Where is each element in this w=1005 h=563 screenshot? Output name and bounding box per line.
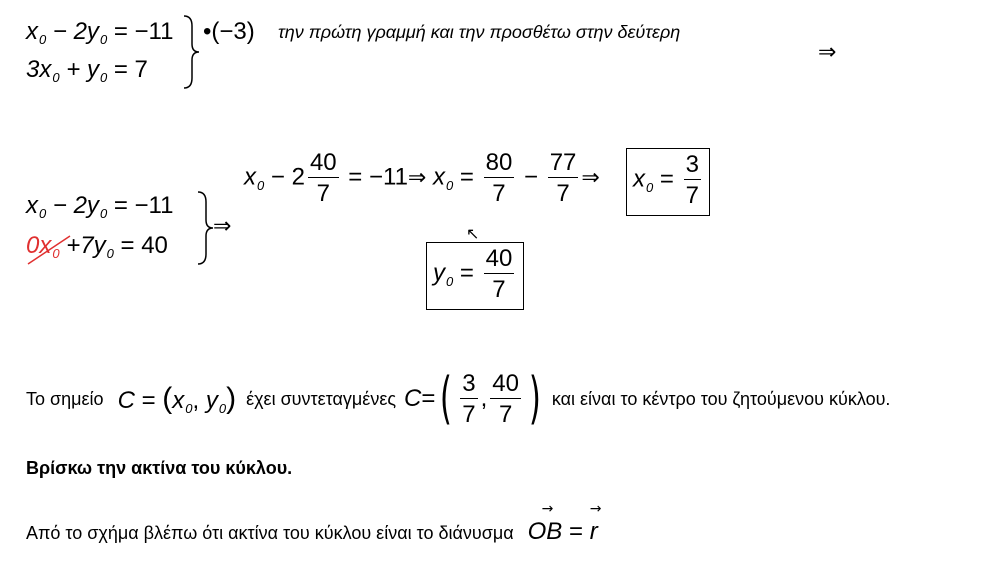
- frac-77-7: $\frac{77}{7}$: [549, 149, 577, 208]
- math-term: +7y: [59, 232, 106, 259]
- math-rhs: = 7: [107, 56, 148, 83]
- result-x-box: $x_0$ = $\frac{3}{7}$: [626, 148, 710, 216]
- math-sub: 0: [39, 206, 47, 221]
- frac-40-7: $\frac{40}{7}$: [309, 149, 337, 208]
- frac-40-7-center: $\frac{40}{7}$: [492, 369, 519, 428]
- math-rhs: = −11: [107, 192, 174, 219]
- block1-eq1: [26, 18, 174, 47]
- math-sub: 0: [99, 32, 108, 47]
- multiplier: •(−3): [203, 18, 255, 45]
- frac-80-7: $\frac{80}{7}$: [485, 149, 513, 208]
- text-mid: έχει συντεταγμένες: [246, 388, 397, 409]
- math-term: − 2y: [46, 192, 99, 219]
- section-heading: Βρίσκω την ακτίνα του κύκλου.: [26, 458, 293, 478]
- radius-text: Από το σχήμα βλέπω ότι ακτίνα του κύκλου είναι το διάνυσμα: [26, 523, 514, 543]
- math-term: − 2y: [46, 18, 99, 45]
- frac-3-7-center: $\frac{3}{7}$: [462, 369, 476, 428]
- substitution-line: $x_0 - 2$ $\frac{40}{7}$ = −11⇒ $x_0$ = $\frac{80}{7}$ − $\frac{77}{7}$ ⇒: [244, 149, 600, 208]
- math-x: x: [26, 18, 38, 45]
- vector-OB: → OB: [527, 501, 563, 545]
- math-sub: 0: [99, 70, 108, 85]
- math-x: x: [26, 192, 38, 219]
- instruction-text: την πρώτη γραμμή και την προσθέτω στην δεύτερη: [278, 22, 681, 42]
- implies-arrow: ⇒: [818, 40, 837, 65]
- block1-eq2: [26, 56, 148, 85]
- text-suffix: και είναι το κέντρο του ζητούμενου κύκλου.: [551, 388, 891, 409]
- math-sub: 0: [39, 32, 47, 47]
- implies-arrow-2: ⇒: [213, 214, 232, 239]
- text-prefix: Το σημείο: [26, 388, 104, 409]
- radius-sentence: [26, 501, 602, 545]
- frac-3-7: $\frac{3}{7}$: [685, 151, 699, 210]
- right-brace-1: [182, 14, 202, 90]
- math-term: + y: [59, 56, 99, 83]
- block2-eq1: [26, 192, 174, 221]
- math-sub: 0: [99, 206, 108, 221]
- center-definition: $C = (x_0$, $y_0$): [117, 382, 237, 416]
- center-coordinates: C = ( $\frac{3}{7}$ , $\frac{40}{7}$ ): [404, 366, 541, 431]
- struck-term: $0x_0$: [26, 232, 60, 261]
- math-term: 3x: [26, 56, 52, 83]
- vector-r: → r: [589, 501, 602, 545]
- strike-line: [24, 232, 74, 268]
- frac-40-7-y: $\frac{40}{7}$: [485, 245, 513, 304]
- math-sub: 0: [52, 70, 60, 85]
- math-rhs: = 40: [113, 232, 168, 259]
- math-sub: 0: [106, 246, 114, 261]
- vector-equation: → OB = → r: [527, 501, 602, 545]
- math-rhs: = −11: [107, 18, 174, 45]
- pointer-arrow: ↖: [466, 224, 480, 243]
- center-sentence: [26, 364, 890, 434]
- result-y-box: $y_0$ = $\frac{40}{7}$: [426, 242, 524, 310]
